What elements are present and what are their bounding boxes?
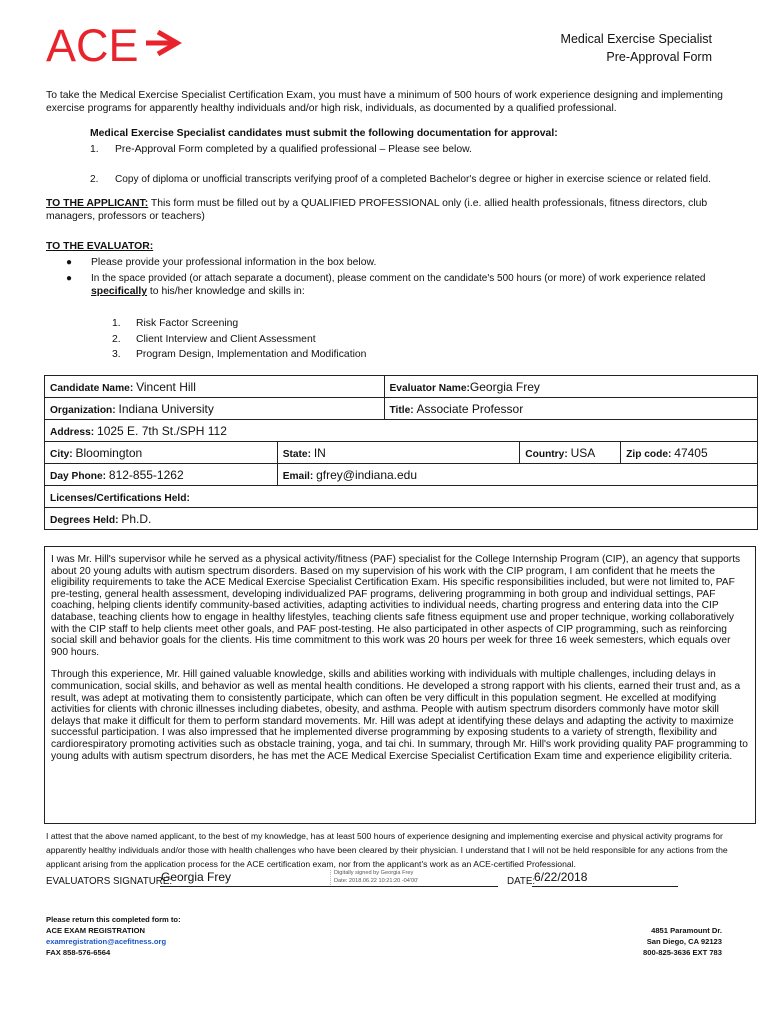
logo-arrow-icon (146, 32, 177, 54)
title-field[interactable]: Title: Associate Professor (384, 398, 758, 420)
licenses-field[interactable]: Licenses/Certifications Held: (45, 486, 758, 508)
doc-item-2-text: Copy of diploma or unofficial transcripts verifying proof of a completed Bachelor's degree or higher in exercise science or related field. (115, 174, 711, 185)
degrees-value: Ph.D. (121, 511, 152, 526)
evaluator-name-field[interactable]: Evaluator Name:Georgia Frey (384, 376, 758, 398)
address-value: 1025 E. 7th St./SPH 112 (97, 423, 227, 438)
row-names (45, 376, 758, 398)
intro-text: To take the Medical Exercise Specialist Certification Exam, you must have a minimum of 500 hours of work experience designing and implementing exercise programs for apparently healthy individuals and/or high risk, individuals, as documented by a qualified professional. (46, 90, 723, 114)
organization-field[interactable]: Organization: Indiana University (45, 398, 385, 420)
row-org (45, 398, 758, 420)
specifically-text: specifically (91, 286, 148, 297)
email-value: gfrey@indiana.edu (316, 467, 418, 482)
row-licenses (45, 486, 758, 508)
ace-logo (46, 20, 198, 71)
degrees-field[interactable]: Degrees Held: Ph.D. (45, 508, 758, 530)
skill-item (112, 333, 366, 349)
applicant-note (46, 197, 726, 223)
skill-text: Program Design, Implementation and Modification (136, 349, 367, 360)
evaluator-bullet-2-text: In the space provided (or attach separate a document), please comment on the candidate's 500 hours (or more) of work experience related (91, 273, 706, 284)
evaluator-info-table (44, 375, 758, 530)
date-line (532, 886, 678, 887)
return-info (46, 914, 181, 958)
evaluator-bullet-1-text: Please provide your professional information in the box below. (91, 257, 377, 268)
address-line-2: San Diego, CA 92123 (646, 937, 722, 946)
applicant-text: This form must be filled out by a QUALIFIED PROFESSIONAL only (i.e. allied health professionals, fitness directors, club managers, professors or teachers) (46, 198, 708, 222)
return-line: Please return this completed form to: (46, 915, 181, 924)
comment-paragraph-2: Through this experience, Mr. Hill gained valuable knowledge, skills and abilities working with individuals with multiple challenges, including delays in communication, social skills, and behavior as well as mental health conditions. He developed a strong rapport with his clients, earned their trust and, as a result, was adept at motivating them to consistently participate, which can often be very difficult in this population segment. He excelled at modifying activities for clients with chronic illnesses including diabetes, obesity, and asthma. People with autism spectrum disorders commonly have motor skill delays that make it difficult for them to perform standard movements. Mr. Hill was adept at identifying these delays and adapting the activity to maximize successful participation. I was also impressed that he implemented diverse programming by exposing students to a variety of strength, flexibility and cardiorespiratory promoting activities such as obstacle training, yoga, and tai chi. In summary, through Mr. Hill's work providing quality PAF programming to young adults with autism spectrum disorders, he has met the ACE Medical Exercise Specialist Certification Exam time and experience eligibility criteria. (51, 669, 748, 762)
state-field[interactable]: State: IN (277, 442, 520, 464)
address-phone: 800-825-3636 EXT 783 (643, 948, 722, 957)
zip-field[interactable]: Zip code: 47405 (621, 442, 758, 464)
evaluator-label: TO THE EVALUATOR: (46, 241, 154, 252)
digital-signed-date: Date: 2018.06.22 10:21:20 -04'00' (334, 877, 419, 884)
digital-signed-by: Digitally signed by Georgia Frey (334, 870, 414, 876)
row-degrees (45, 508, 758, 530)
doc-item-2-num: 2. (90, 174, 99, 185)
signature-line (160, 886, 498, 887)
signature-name: Georgia Frey (161, 870, 232, 884)
skills-list (112, 317, 366, 364)
logo-text: ACE (46, 20, 139, 66)
email-field[interactable]: Email: gfrey@indiana.edu (277, 464, 757, 486)
bullet-icon: ● (66, 257, 73, 268)
signature-label: EVALUATORS SIGNATURE: (46, 876, 173, 887)
doc-item-1-num: 1. (90, 144, 99, 155)
row-contact (45, 464, 758, 486)
row-location (45, 442, 758, 464)
return-dept: ACE EXAM REGISTRATION (46, 926, 146, 935)
doc-item-2 (90, 173, 765, 186)
attestation-text: I attest that the above named applicant, to the best of my knowledge, has at least 500 hours of experience designing and implementing exercise and physical activity programs for apparently healthy individuals and/or those with health challenges who have been cleared by their physician. I understand that I will not be held responsible for any actions from the applicant arising from the application process for the ACE certification exam, nor from the applicant's work as an ACE-certified Professional. (46, 831, 728, 869)
form-title-line1: Medical Exercise Specialist (560, 32, 712, 46)
skill-item (112, 317, 366, 333)
skill-num: 1. (112, 318, 121, 329)
date-value: 6/22/2018 (534, 870, 588, 884)
digital-signature-stamp (330, 870, 484, 885)
doc-item-1 (90, 143, 750, 156)
state-value: IN (313, 445, 326, 460)
doc-item-1-text: Pre-Approval Form completed by a qualified professional – Please see below. (115, 144, 472, 155)
zip-value: 47405 (674, 445, 708, 460)
bullet-icon: ● (66, 273, 73, 284)
country-field[interactable]: Country: USA (520, 442, 621, 464)
skill-text: Client Interview and Client Assessment (136, 333, 316, 345)
skill-text: Risk Factor Screening (136, 318, 239, 329)
city-value: Bloomington (75, 445, 143, 460)
evaluator-bullet-2 (66, 272, 721, 298)
skill-num: 3. (112, 349, 121, 360)
city-field[interactable]: City: Bloomington (45, 442, 278, 464)
return-fax: FAX 858-576-6564 (46, 948, 111, 957)
country-value: USA (570, 445, 596, 460)
form-title (561, 30, 712, 66)
mailing-address (643, 925, 722, 958)
evaluator-bullet-1 (66, 256, 751, 269)
address-field[interactable]: Address: 1025 E. 7th St./SPH 112 (45, 420, 758, 442)
applicant-label: TO THE APPLICANT: (46, 198, 149, 209)
evaluator-bullet-2-tail: to his/her knowledge and skills in: (147, 286, 305, 297)
evaluator-name-value: Georgia Frey (469, 379, 540, 394)
skill-num: 2. (112, 333, 121, 345)
phone-value: 812-855-1262 (108, 467, 184, 482)
date-label: DATE: (507, 876, 536, 887)
candidate-name-value: Vincent Hill (136, 379, 196, 394)
address-line-1: 4851 Paramount Dr. (651, 926, 722, 935)
title-value: Associate Professor (416, 401, 524, 416)
registration-email-link[interactable]: examregistration@acefitness.org (46, 937, 167, 946)
comment-paragraph-1: I was Mr. Hill's supervisor while he served as a physical activity/fitness (PAF) specialist for the College Internship Program (CIP), an agency that supports about 20 young adults with autism spectrum disorders. Based on my supervision of his work with the CIP program, I am confident that he meets the eligibility requirements to take the ACE Medical Exercise Specialist Certification Exam. His specific responsibilities included, but were not limited to, PAF pre-testing, general health assessment, developing individualized PAF programs, delivering programming in both group and individual settings, PAF coaching, helping clients identify community-based activities, adapting activities to individual needs, charting progress and entering data into the CIP database, teaching clients how to engage in healthy lifestyles, teaching clients safe fitness equipment use and proper technique, working collaboratively with the CIP staff to help clients meet other goals, and PAF post-testing. He also participated in other aspects of CIP programming, such as reinforcing social skill and behavior goals for the clients. His time commitment to this work was 20 hours per week for three 16 week semesters, which equals over 900 hours. (51, 554, 741, 658)
evaluator-comment-box[interactable] (44, 546, 756, 824)
organization-value: Indiana University (118, 401, 214, 416)
row-address (45, 420, 758, 442)
phone-field[interactable]: Day Phone: 812-855-1262 (45, 464, 278, 486)
skill-item (112, 348, 366, 364)
documentation-heading: Medical Exercise Specialist candidates must submit the following documentation for approval: (90, 128, 558, 139)
candidate-name-field[interactable]: Candidate Name: Vincent Hill (45, 376, 385, 398)
form-title-line2: Pre-Approval Form (606, 50, 712, 64)
